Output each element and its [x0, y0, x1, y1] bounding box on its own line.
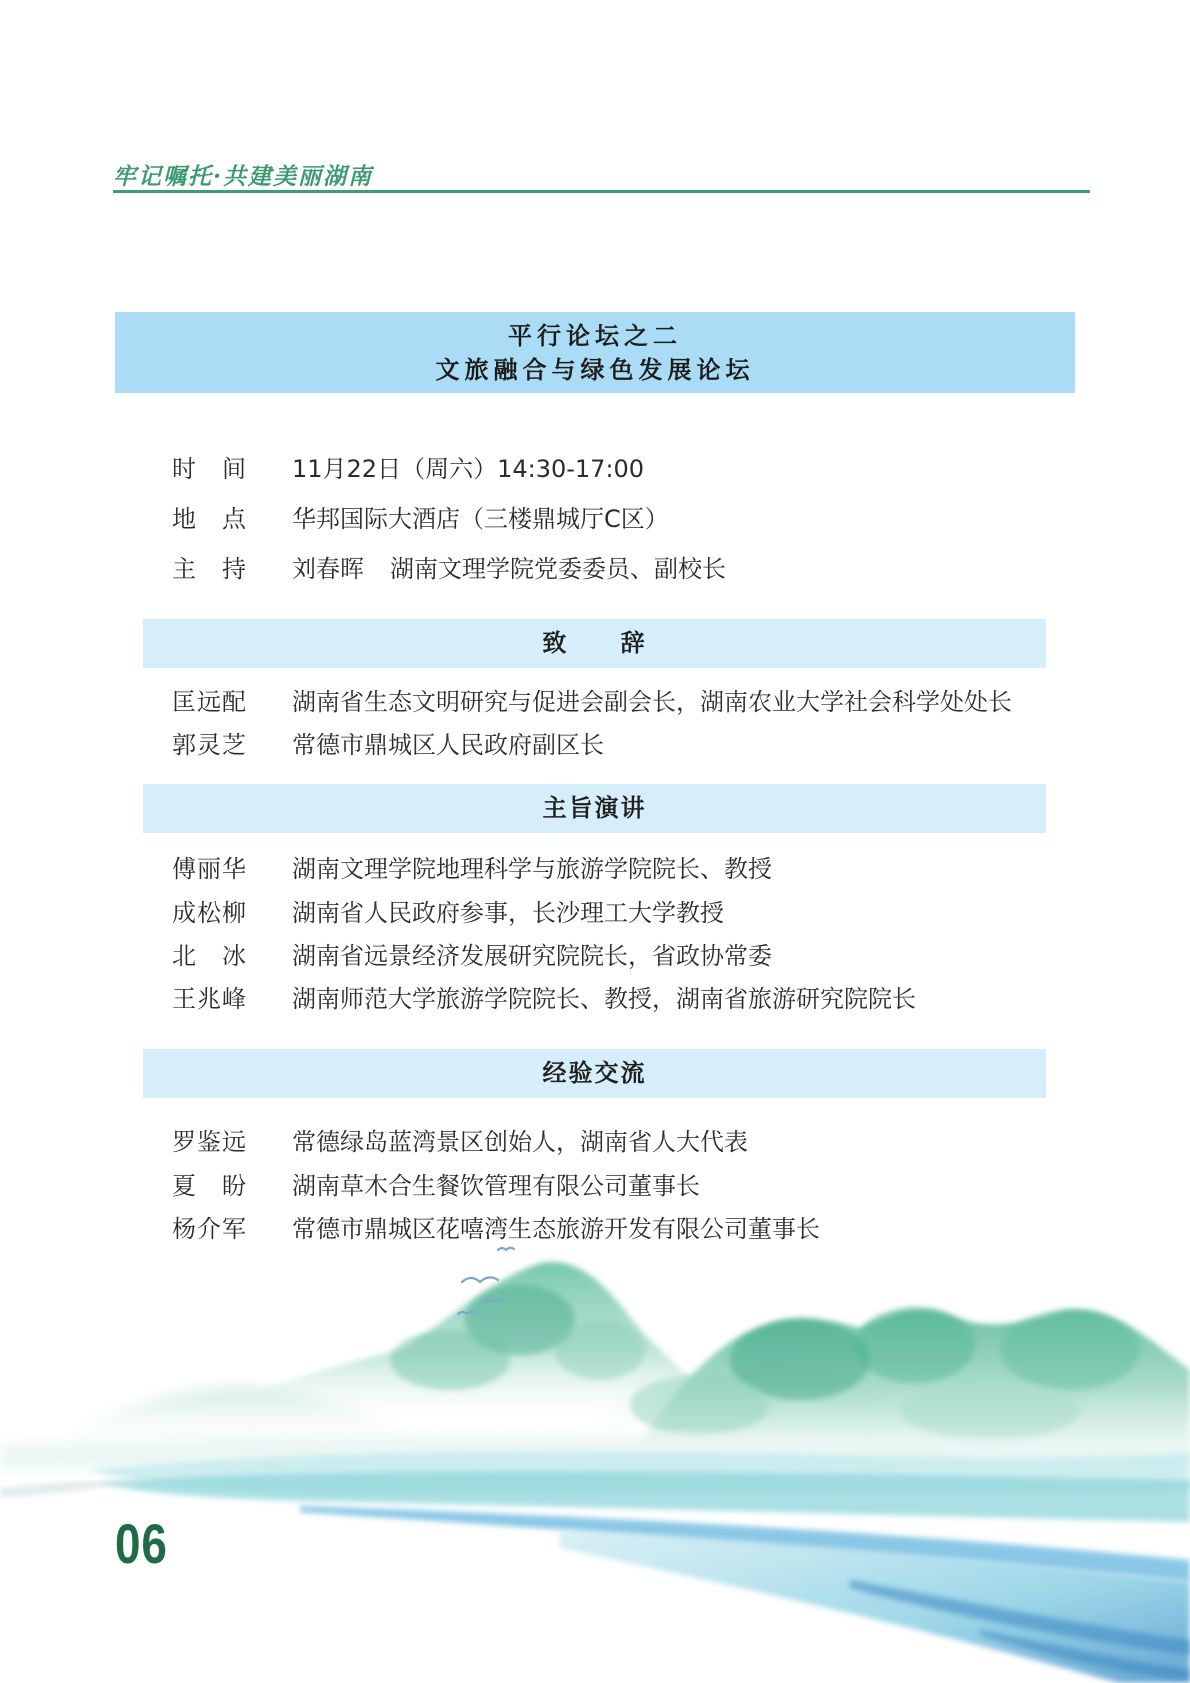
speaker-name: 匡远配 — [172, 688, 246, 716]
speaker-name: 郭灵芝 — [172, 731, 246, 759]
section-heading-exchange: 经验交流 — [143, 1049, 1046, 1098]
info-label: 时 间 — [172, 455, 246, 483]
speaker-row — [172, 941, 772, 971]
info-row-venue — [172, 504, 669, 534]
info-value: 华邦国际大酒店（三楼鼎城厅C区） — [292, 505, 669, 533]
foliage-blob — [900, 1380, 1080, 1440]
speaker-title: 常德绿岛蓝湾景区创始人，湖南省人大代表 — [292, 1128, 748, 1156]
speaker-title: 常德市鼎城区人民政府副区长 — [292, 731, 604, 759]
foliage-blob — [555, 1320, 645, 1380]
forum-title-box — [115, 312, 1075, 393]
speaker-title: 湖南省人民政府参事，长沙理工大学教授 — [292, 899, 724, 927]
speaker-row — [172, 898, 724, 928]
foliage-blob — [390, 1330, 510, 1390]
speaker-row — [172, 984, 916, 1014]
forum-title: 文旅融合与绿色发展论坛 — [435, 356, 755, 384]
foliage-blob — [630, 1375, 770, 1435]
speaker-name: 成松柳 — [172, 899, 246, 927]
forum-subtitle: 平行论坛之二 — [508, 322, 682, 350]
section-heading-keynote: 主旨演讲 — [143, 784, 1046, 833]
foliage-blob — [1000, 1310, 1140, 1390]
bird-icon — [498, 1248, 514, 1250]
info-row-time — [172, 454, 645, 484]
speaker-row — [172, 1127, 748, 1157]
speaker-title: 常德市鼎城区花嘻湾生态旅游开发有限公司董事长 — [292, 1215, 820, 1243]
header-slogan: 牢记嘱托·共建美丽湖南 — [113, 163, 374, 190]
speaker-name: 罗鉴远 — [172, 1128, 246, 1156]
host-name: 刘春晖 — [292, 555, 364, 583]
info-label: 主 持 — [172, 555, 246, 583]
water-swoosh-gray — [0, 1481, 140, 1498]
foliage-blob — [855, 1307, 975, 1383]
host-title: 湖南文理学院党委委员、副校长 — [390, 555, 726, 583]
speaker-name: 王兆峰 — [172, 985, 246, 1013]
speaker-name: 傅丽华 — [172, 855, 246, 883]
speaker-title: 湖南省生态文明研究与促进会副会长，湖南农业大学社会科学处处长 — [292, 688, 1012, 716]
water-band-teal — [100, 1471, 1190, 1522]
page-number: 06 — [115, 1512, 168, 1575]
speaker-row — [172, 854, 772, 884]
speaker-row — [172, 687, 1012, 717]
section-heading-speech: 致 辞 — [143, 619, 1046, 668]
speaker-name: 夏 盼 — [172, 1172, 246, 1200]
speaker-title: 湖南省远景经济发展研究院院长，省政协常委 — [292, 942, 772, 970]
info-label: 地 点 — [172, 505, 246, 533]
speaker-row — [172, 1171, 700, 1201]
host-info — [292, 554, 726, 584]
speaker-name: 杨介军 — [172, 1215, 246, 1243]
speaker-name: 北 冰 — [172, 942, 246, 970]
speaker-title: 湖南草木合生餐饮管理有限公司董事长 — [292, 1172, 700, 1200]
header-divider — [113, 190, 1090, 193]
info-value: 11月22日（周六）14:30-17:00 — [292, 455, 645, 483]
speaker-row — [172, 730, 604, 760]
speaker-title: 湖南师范大学旅游学院院长、教授，湖南省旅游研究院院长 — [292, 985, 916, 1013]
info-row-host — [172, 554, 726, 584]
bird-icon — [462, 1277, 498, 1282]
landscape-illustration — [0, 1230, 1190, 1683]
speaker-title: 湖南文理学院地理科学与旅游学院院长、教授 — [292, 855, 772, 883]
